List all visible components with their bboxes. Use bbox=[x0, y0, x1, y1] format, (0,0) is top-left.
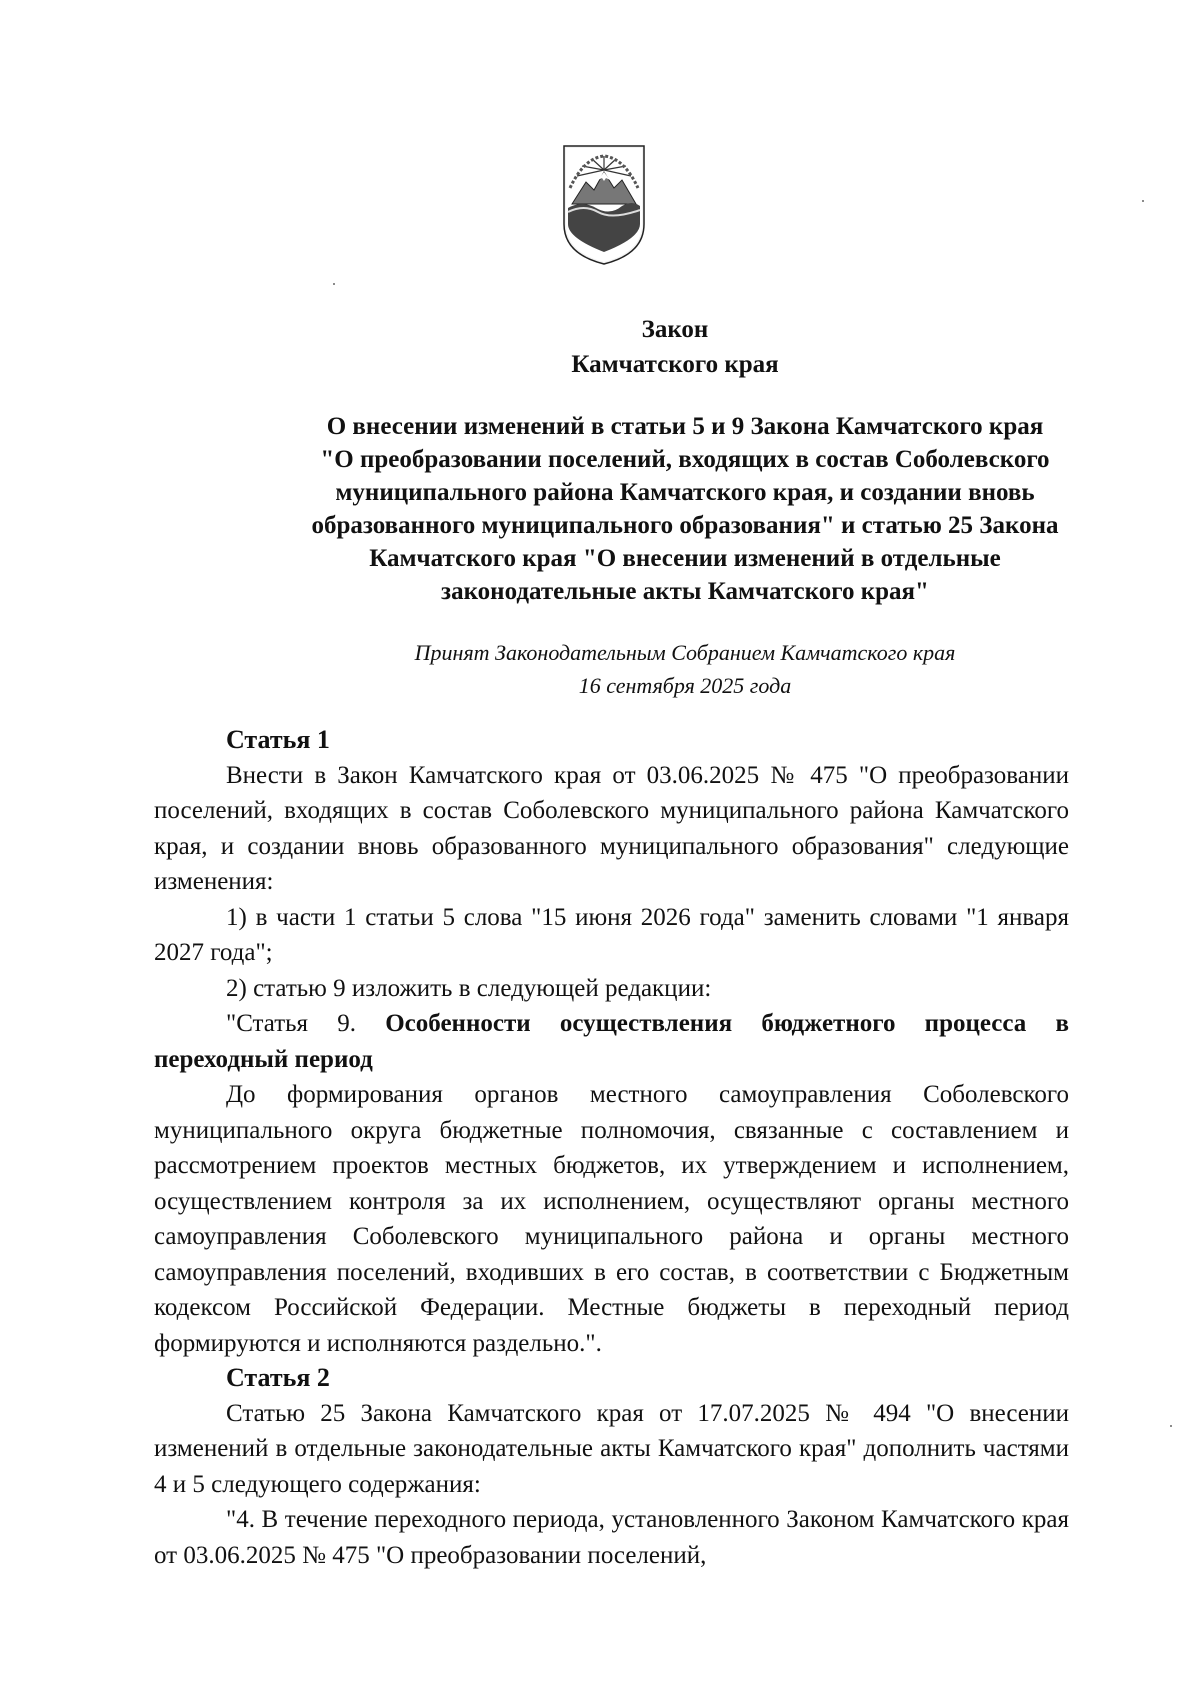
article-1-item-1: 1) в части 1 статьи 5 слова "15 июня 2026 года" заменить словами "1 января 2027 года"; bbox=[154, 903, 1069, 966]
title-line-2: Камчатского края bbox=[571, 351, 779, 378]
kamchatka-coat-of-arms-icon bbox=[562, 142, 646, 268]
article-2-intro: Статью 25 Закона Камчатского края от 17.07.2025 № 494 "О внесении изменений в отдельные законодательные акты Камчатского края" дополнить частями 4 и 5 следующего содержания: bbox=[154, 1399, 1069, 1498]
subject-line: Камчатского края "О внесении изменений в отдельные bbox=[369, 545, 1001, 572]
article-1-item-2: 2) статью 9 изложить в следующей редакции: bbox=[226, 974, 712, 1002]
law-subject bbox=[160, 410, 1200, 608]
article-1-intro: Внести в Закон Камчатского края от 03.06.2025 № 475 "О преобразовании поселений, входящих в состав Соболевского муниципального района Камчатского края, и создании вновь образованного муниципального образования" следующие изменения: bbox=[154, 761, 1069, 895]
subject-line: "О преобразовании поселений, входящих в состав Соболевского bbox=[320, 446, 1050, 473]
article-1-heading: Статья 1 bbox=[226, 725, 330, 754]
subject-line: О внесении изменений в статьи 5 и 9 Закона Камчатского края bbox=[326, 413, 1044, 440]
article-1 bbox=[154, 722, 1069, 1361]
title-line-1: Закон bbox=[641, 316, 709, 343]
article-2 bbox=[154, 1360, 1069, 1573]
quote-title: Особенности осуществления бюджетного процесса в переходный период bbox=[154, 1010, 1069, 1073]
adoption-date: 16 сентября 2025 года bbox=[578, 673, 792, 698]
document-title bbox=[150, 312, 1200, 382]
article-9-quote-heading bbox=[154, 1006, 1069, 1077]
article-2-heading: Статья 2 bbox=[226, 1363, 330, 1392]
scan-speck bbox=[333, 283, 335, 285]
scan-speck bbox=[1170, 1425, 1172, 1427]
scan-speck bbox=[1142, 200, 1144, 202]
subject-line: законодательные акты Камчатского края" bbox=[441, 578, 929, 605]
adoption-body: Принят Законодательным Собранием Камчатского края bbox=[414, 640, 956, 665]
article-2-part-4: "4. В течение переходного периода, установленного Законом Камчатского края от 03.06.2025 № 475 "О преобразовании поселений, bbox=[154, 1506, 1069, 1569]
adoption-note bbox=[160, 636, 1200, 702]
subject-line: муниципального района Камчатского края, и создании вновь bbox=[335, 479, 1035, 506]
quote-prefix: "Статья 9. bbox=[226, 1010, 386, 1037]
article-9-quote-body: До формирования органов местного самоуправления Соболевского муниципального округа бюджетные полномочия, связанные с составлением и рассмотрением проектов местных бюджетов, их утверждением и исполнением, осуществлением контроля за их исполнением, осуществляют органы местного самоуправления Соболевского муниципального района и органы местного самоуправления поселений, входивших в его состав, в соответствии с Бюджетным кодексом Российской Федерации. Местные бюджеты в переходный период формируются и исполняются раздельно.". bbox=[154, 1081, 1069, 1357]
subject-line: образованного муниципального образования" и статью 25 Закона bbox=[311, 512, 1059, 539]
